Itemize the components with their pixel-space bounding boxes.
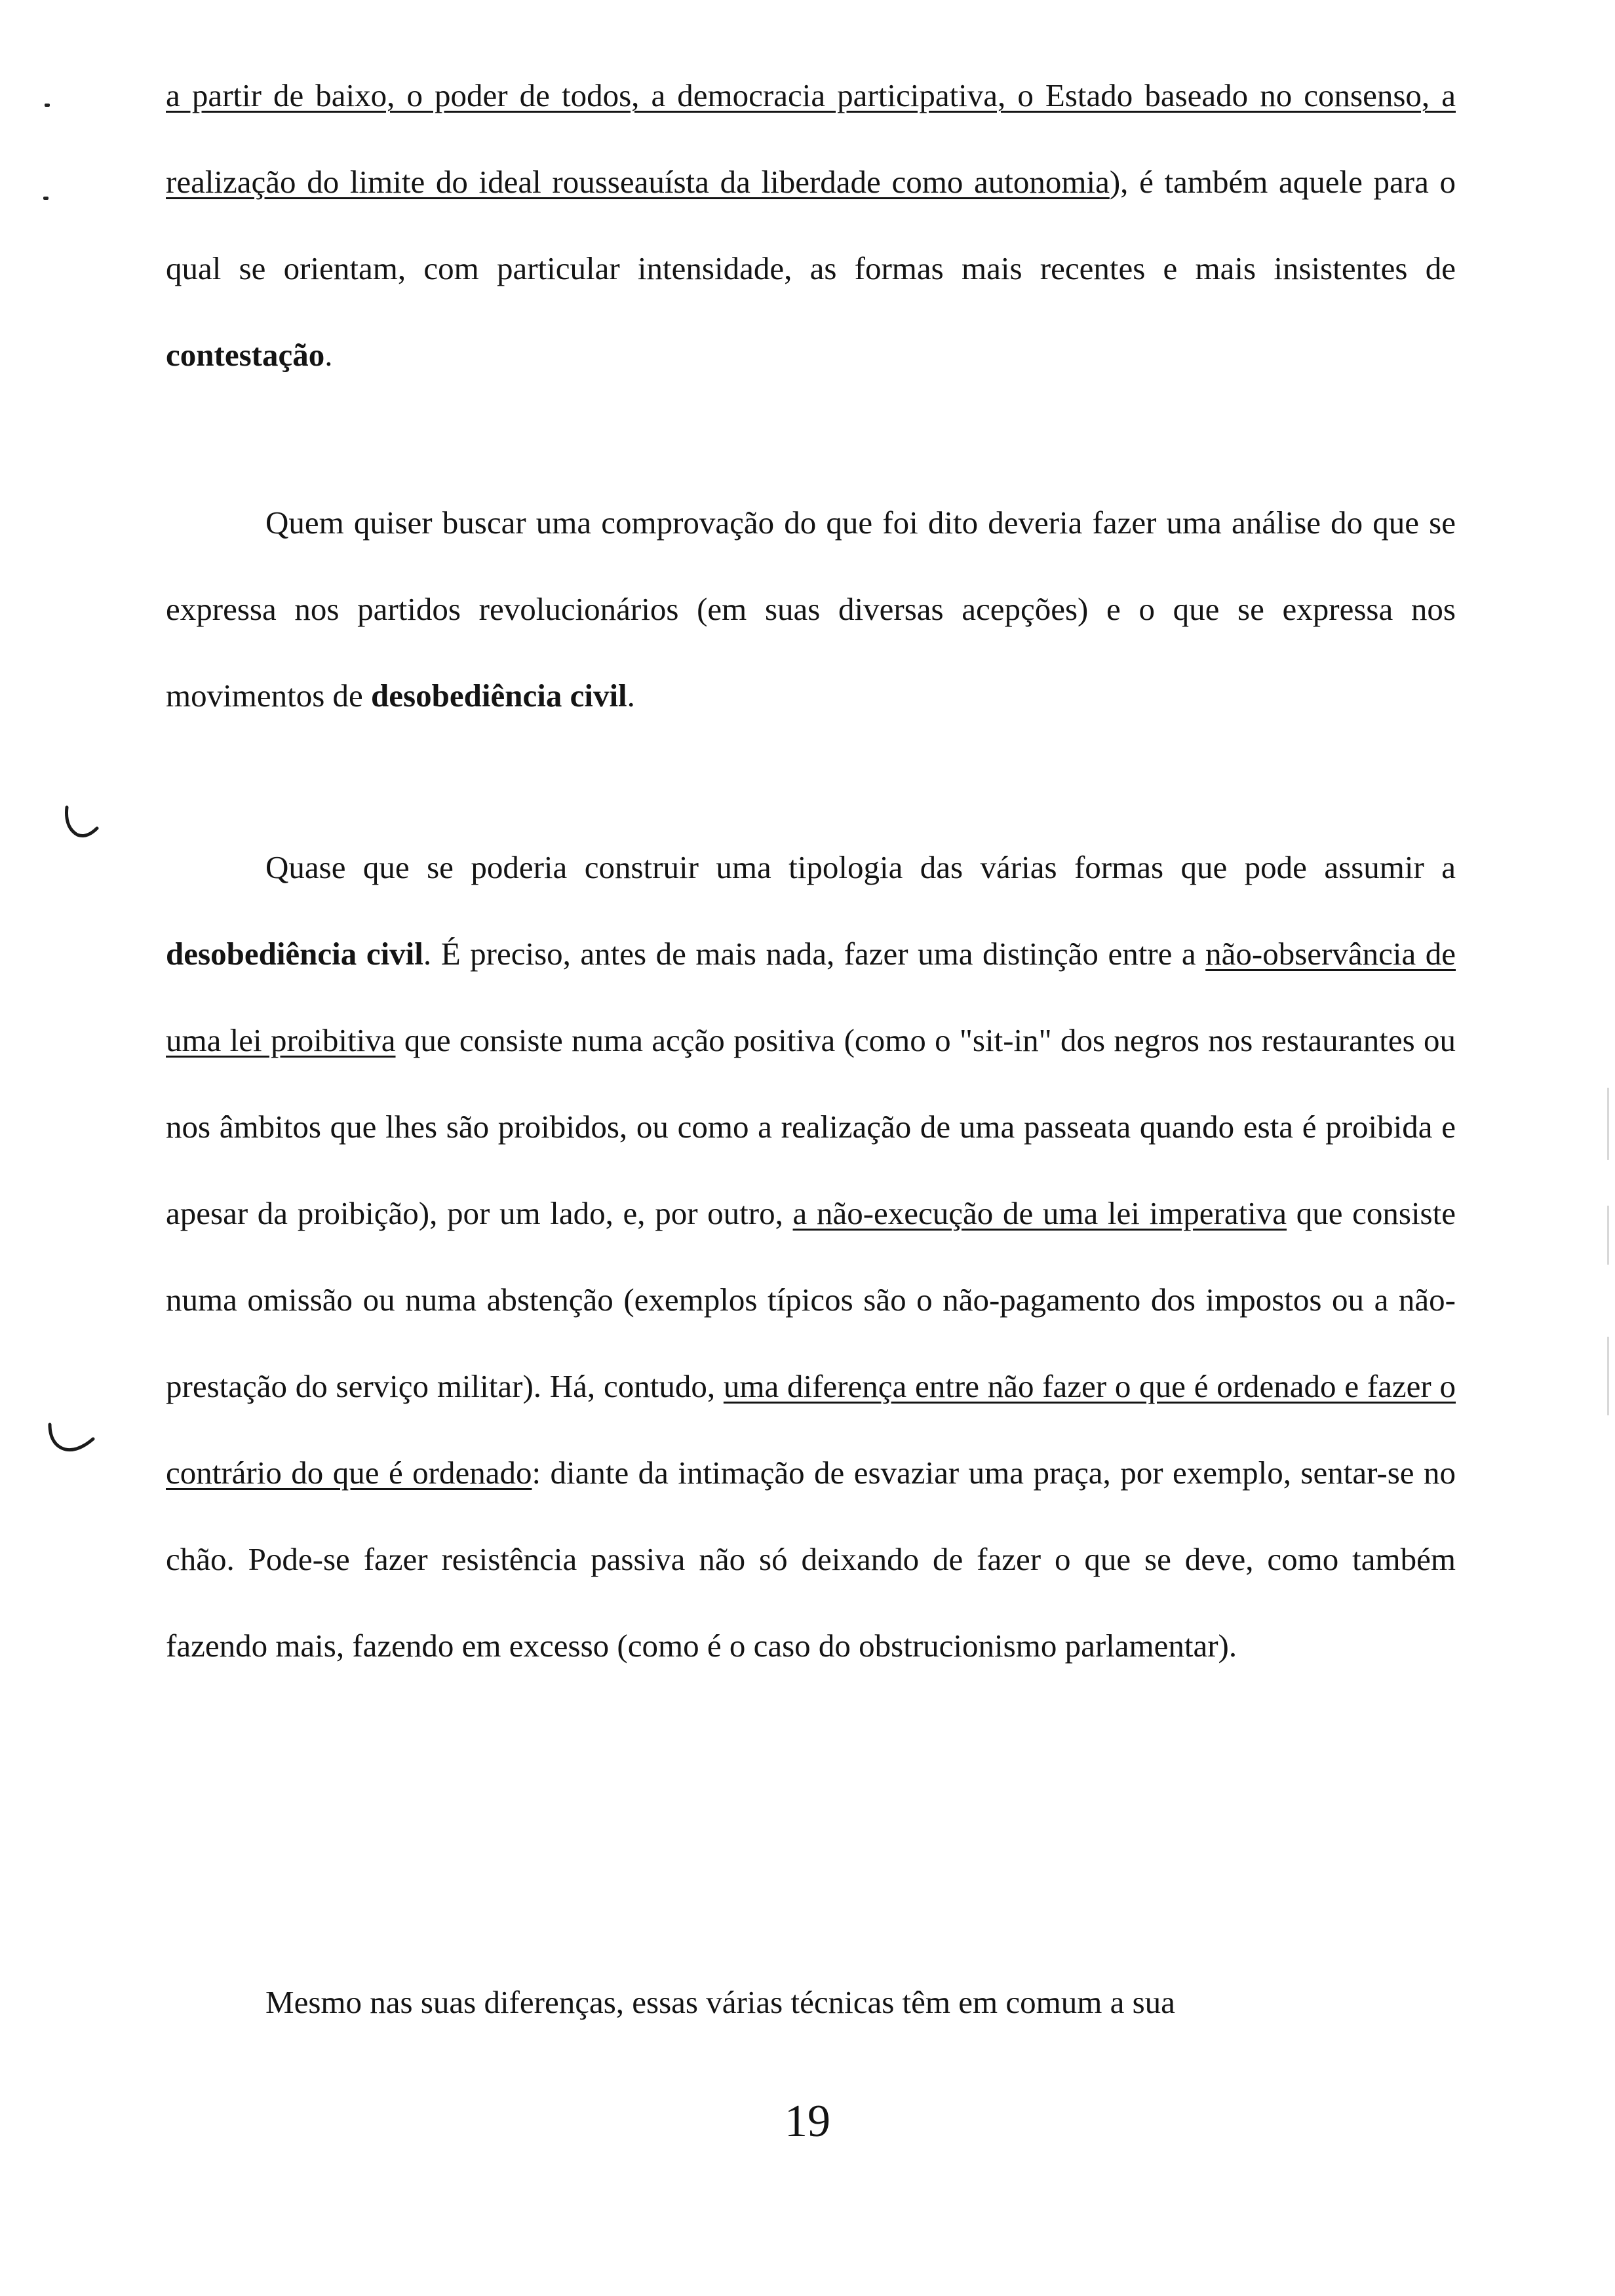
page-number: 19 [785,2096,830,2147]
underlined-phrase: a não-execução de uma lei imperativa [792,1195,1287,1231]
handwritten-check-mark [63,805,104,844]
body-text: : diante da intimação de esvaziar uma praça, por exemplo, sentar-se no chão. Pode-se fazer resistência passiva não só deixando de fazer o que se deve, como também fazendo mais, fazendo em excesso (como é o caso do obstrucionismo parlamentar). [166,1455,1456,1664]
underlined-phrase: não-observância de uma lei proibitiva [166,936,1456,1058]
body-text: . É preciso, antes de mais nada, fazer uma distinção entre a [423,936,1206,972]
body-text: Quem quiser buscar uma comprovação do que foi dito deveria fazer uma análise do que se expressa nos partidos revolucionários (em suas diversas acepções) e o que se expressa nos movimentos de [166,505,1456,714]
paragraph-continuation [166,52,1456,398]
body-text: Mesmo nas suas diferenças, essas várias técnicas têm em comum a sua [265,1984,1175,2020]
body-text: Quase que se poderia construir uma tipologia das várias formas que pode assumir a [265,849,1456,885]
scan-artifact [1607,1206,1609,1265]
bold-term: contestação [166,337,325,373]
paragraph [166,480,1456,739]
underlined-phrase: a partir de baixo, o poder de todos, a democracia participativa, o Estado baseado no consenso, a realização do limite do ideal rousseauísta da liberdade como autonomia [166,77,1456,200]
bold-term: desobediência civil [166,936,423,972]
body-text: ), é também aquele para o qual se orientam, com particular intensidade, as formas mais recentes e mais insistentes de [166,164,1456,286]
body-text: que consiste numa omissão ou numa abstenção (exemplos típicos são o não-pagamento dos impostos ou a não-prestação do serviço militar). Há, contudo, [166,1195,1456,1404]
margin-dot [43,197,49,200]
scan-artifact [1607,1088,1609,1160]
margin-dot [45,104,50,107]
underlined-phrase: uma diferença entre não fazer o que é ordenado e fazer o contrário do que é ordenado [166,1368,1456,1491]
body-text: . [627,678,635,714]
scan-artifact [1607,1337,1609,1415]
handwritten-check-mark [46,1421,98,1460]
bold-term: desobediência civil [371,678,627,714]
paragraph [166,1959,1456,2046]
paragraph [166,824,1456,1689]
body-text: que consiste numa acção positiva (como o "sit-in" dos negros nos restaurantes ou nos âmbitos que lhes são proibidos, ou como a realização de uma passeata quando esta é proibida e apesar da proibição), por um lado, e, por outro, [166,1022,1456,1231]
body-text: . [324,337,333,373]
